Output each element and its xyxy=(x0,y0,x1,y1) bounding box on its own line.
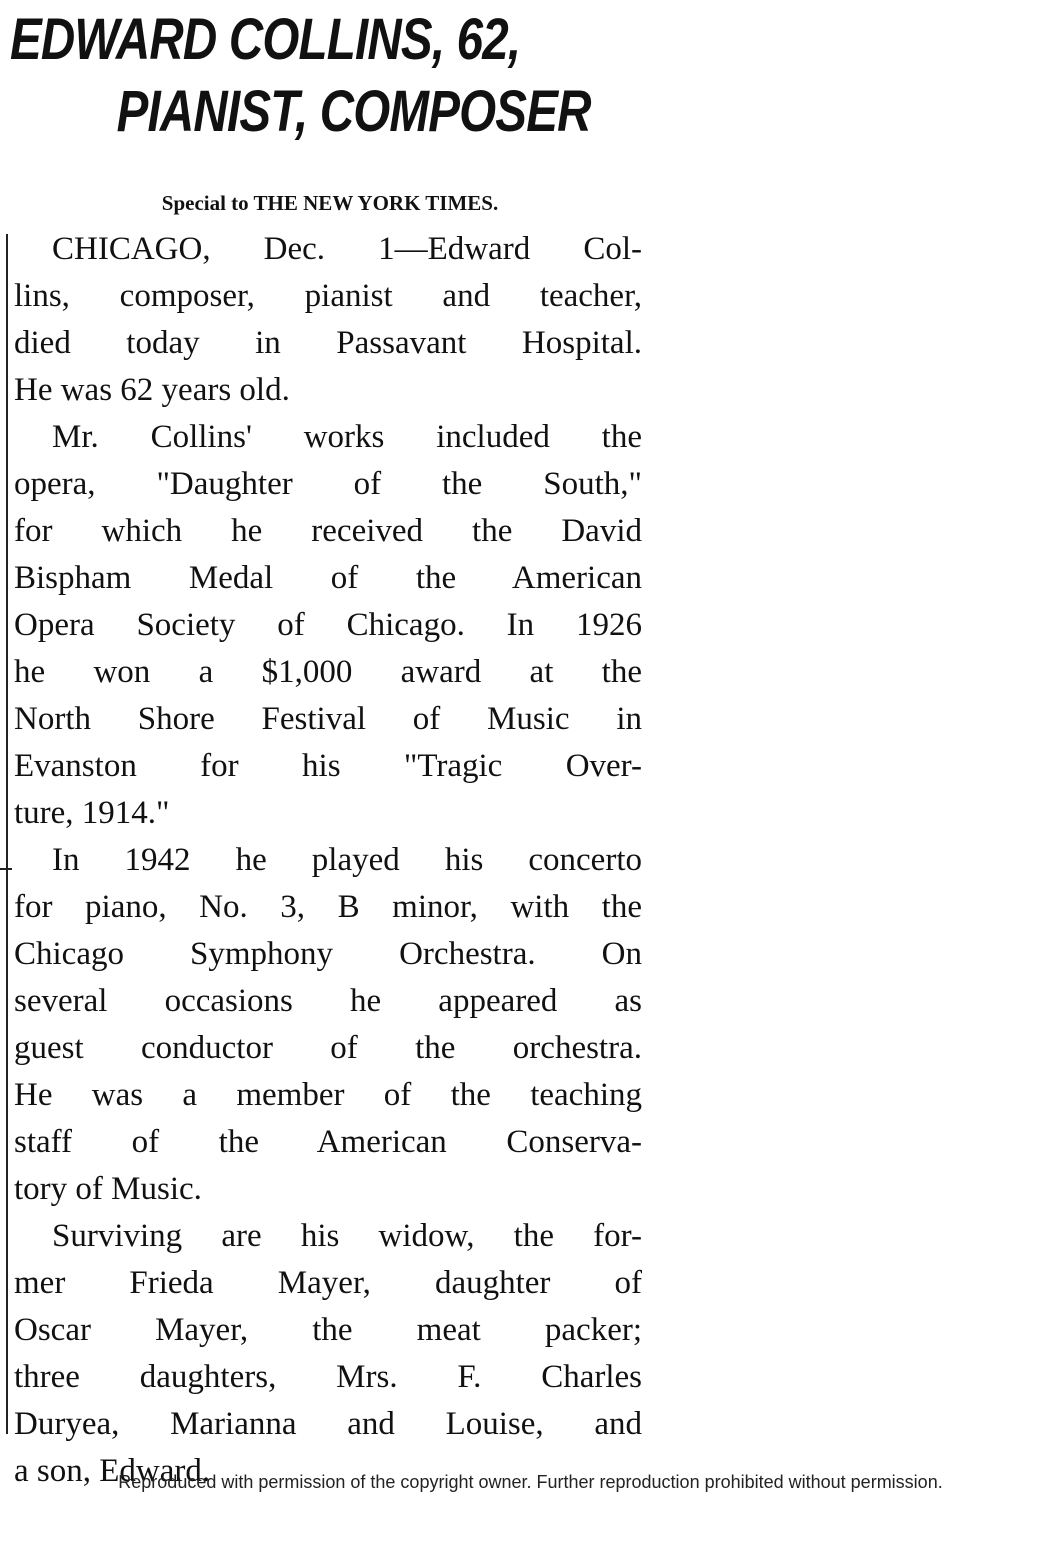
column-rule-tick xyxy=(0,868,12,870)
article-line: Surviving are his widow, the for- xyxy=(52,1218,642,1254)
article-paragraph xyxy=(14,837,642,1213)
article-line: He was 62 years old. xyxy=(14,372,290,408)
article-paragraph xyxy=(14,1213,642,1495)
article-line: Chicago Symphony Orchestra. On xyxy=(14,936,642,972)
article-line: Opera Society of Chicago. In 1926 xyxy=(14,607,642,643)
article-paragraph xyxy=(14,414,642,837)
article-body xyxy=(14,226,642,1495)
article-line: Oscar Mayer, the meat packer; xyxy=(14,1312,642,1348)
article-line: several occasions he appeared as xyxy=(14,983,642,1019)
article-line: North Shore Festival of Music in xyxy=(14,701,642,737)
article-line: guest conductor of the orchestra. xyxy=(14,1030,642,1066)
article-line: staff of the American Conserva- xyxy=(14,1124,642,1160)
article-line: for which he received the David xyxy=(14,513,642,549)
article-line: he won a $1,000 award at the xyxy=(14,654,642,690)
column-rule xyxy=(6,234,8,1434)
article-line: a son, Edward. xyxy=(14,1453,211,1489)
article-line: Mr. Collins' works included the xyxy=(52,419,642,455)
headline-line-1: EDWARD COLLINS, 62, xyxy=(10,7,521,72)
article-line: In 1942 he played his concerto xyxy=(52,842,642,878)
headline-line-2: PIANIST, COMPOSER xyxy=(116,79,591,144)
headline xyxy=(10,4,591,148)
article-line: lins, composer, pianist and teacher, xyxy=(14,278,642,314)
article-line: died today in Passavant Hospital. xyxy=(14,325,642,361)
article-line: three daughters, Mrs. F. Charles xyxy=(14,1359,642,1395)
copyright-footer: Reproduced with permission of the copyright owner. Further reproduction prohibited without permission. xyxy=(118,1472,943,1492)
article-line: He was a member of the teaching xyxy=(14,1077,642,1113)
article-line: Duryea, Marianna and Louise, and xyxy=(14,1406,642,1442)
article-line: opera, "Daughter of the South," xyxy=(14,466,642,502)
article-line: Evanston for his "Tragic Over- xyxy=(14,748,642,784)
credit-line: Special to THE NEW YORK TIMES. xyxy=(161,191,499,215)
article-paragraph xyxy=(14,226,642,414)
article-line: Bispham Medal of the American xyxy=(14,560,642,596)
article-line: for piano, No. 3, B minor, with the xyxy=(14,889,642,925)
article-line: mer Frieda Mayer, daughter of xyxy=(14,1265,642,1301)
article-line: ture, 1914." xyxy=(14,795,170,831)
article-line: CHICAGO, Dec. 1—Edward Col- xyxy=(52,231,642,267)
article-line: tory of Music. xyxy=(14,1171,202,1207)
